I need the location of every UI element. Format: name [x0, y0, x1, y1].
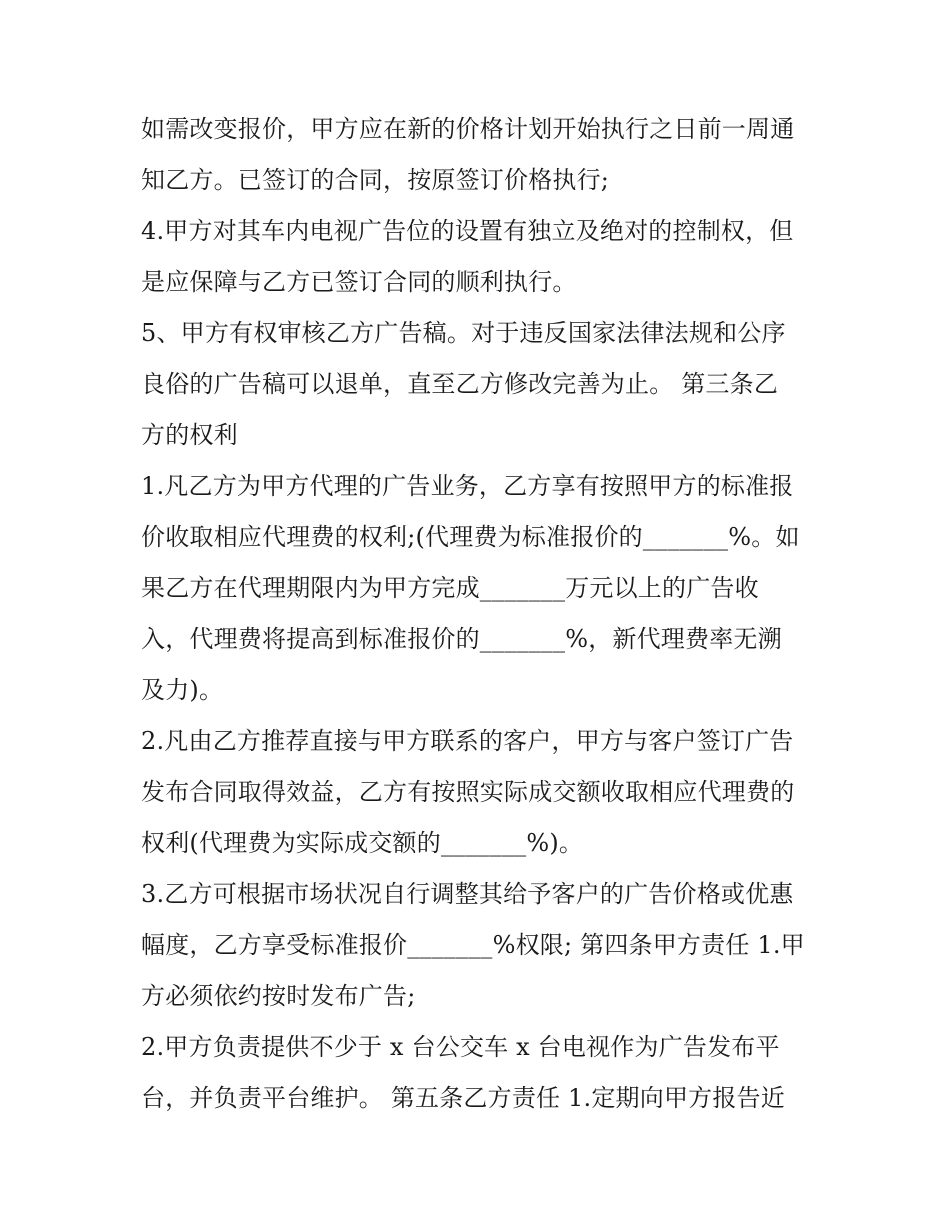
text-line: 台，并负责平台维护。 第五条乙方责任 1.定期向甲方报告近	[141, 1084, 785, 1112]
text-line: 良俗的广告稿可以退单，直至乙方修改完善为止。 第三条乙	[141, 370, 779, 398]
text-line: 知乙方。已签订的合同，按原签订价格执行;	[141, 166, 610, 194]
text-line: 发布合同取得效益，乙方有按照实际成交额收取相应代理费的	[141, 778, 795, 806]
text-line: 及力)。	[141, 676, 224, 704]
document-body	[141, 104, 821, 1124]
text-line: 3.乙方可根据市场状况自行调整其给予客户的广告价格或优惠	[141, 880, 794, 908]
text-line: 权利(代理费为实际成交额的_______%)。	[141, 829, 584, 857]
text-line: 果乙方在代理期限内为甲方完成_______万元以上的广告收	[141, 574, 759, 602]
text-line: 方必须依约按时发布广告;	[141, 982, 416, 1010]
text-line: 2.凡由乙方推荐直接与甲方联系的客户，甲方与客户签订广告	[141, 727, 794, 755]
text-line: 1.凡乙方为甲方代理的广告业务，乙方享有按照甲方的标准报	[141, 472, 794, 500]
text-line: 5、甲方有权审核乙方广告稿。对于违反国家法律法规和公序	[141, 319, 786, 347]
text-line: 方的权利	[141, 421, 238, 449]
text-line: 是应保障与乙方已签订合同的顺利执行。	[141, 268, 577, 296]
text-line: 幅度，乙方享受标准报价_______%权限; 第四条甲方责任 1.甲	[141, 931, 805, 959]
text-line: 2.甲方负责提供不少于 x 台公交车 x 台电视作为广告发布平	[141, 1033, 780, 1061]
text-line: 如需改变报价，甲方应在新的价格计划开始执行之日前一周通	[141, 115, 795, 143]
text-line: 入，代理费将提高到标准报价的_______%，新代理费率无溯	[141, 625, 782, 653]
text-line: 4.甲方对其车内电视广告位的设置有独立及绝对的控制权，但	[141, 217, 794, 245]
text-line: 价收取相应代理费的权利;(代理费为标准报价的_______%。如	[141, 523, 800, 551]
